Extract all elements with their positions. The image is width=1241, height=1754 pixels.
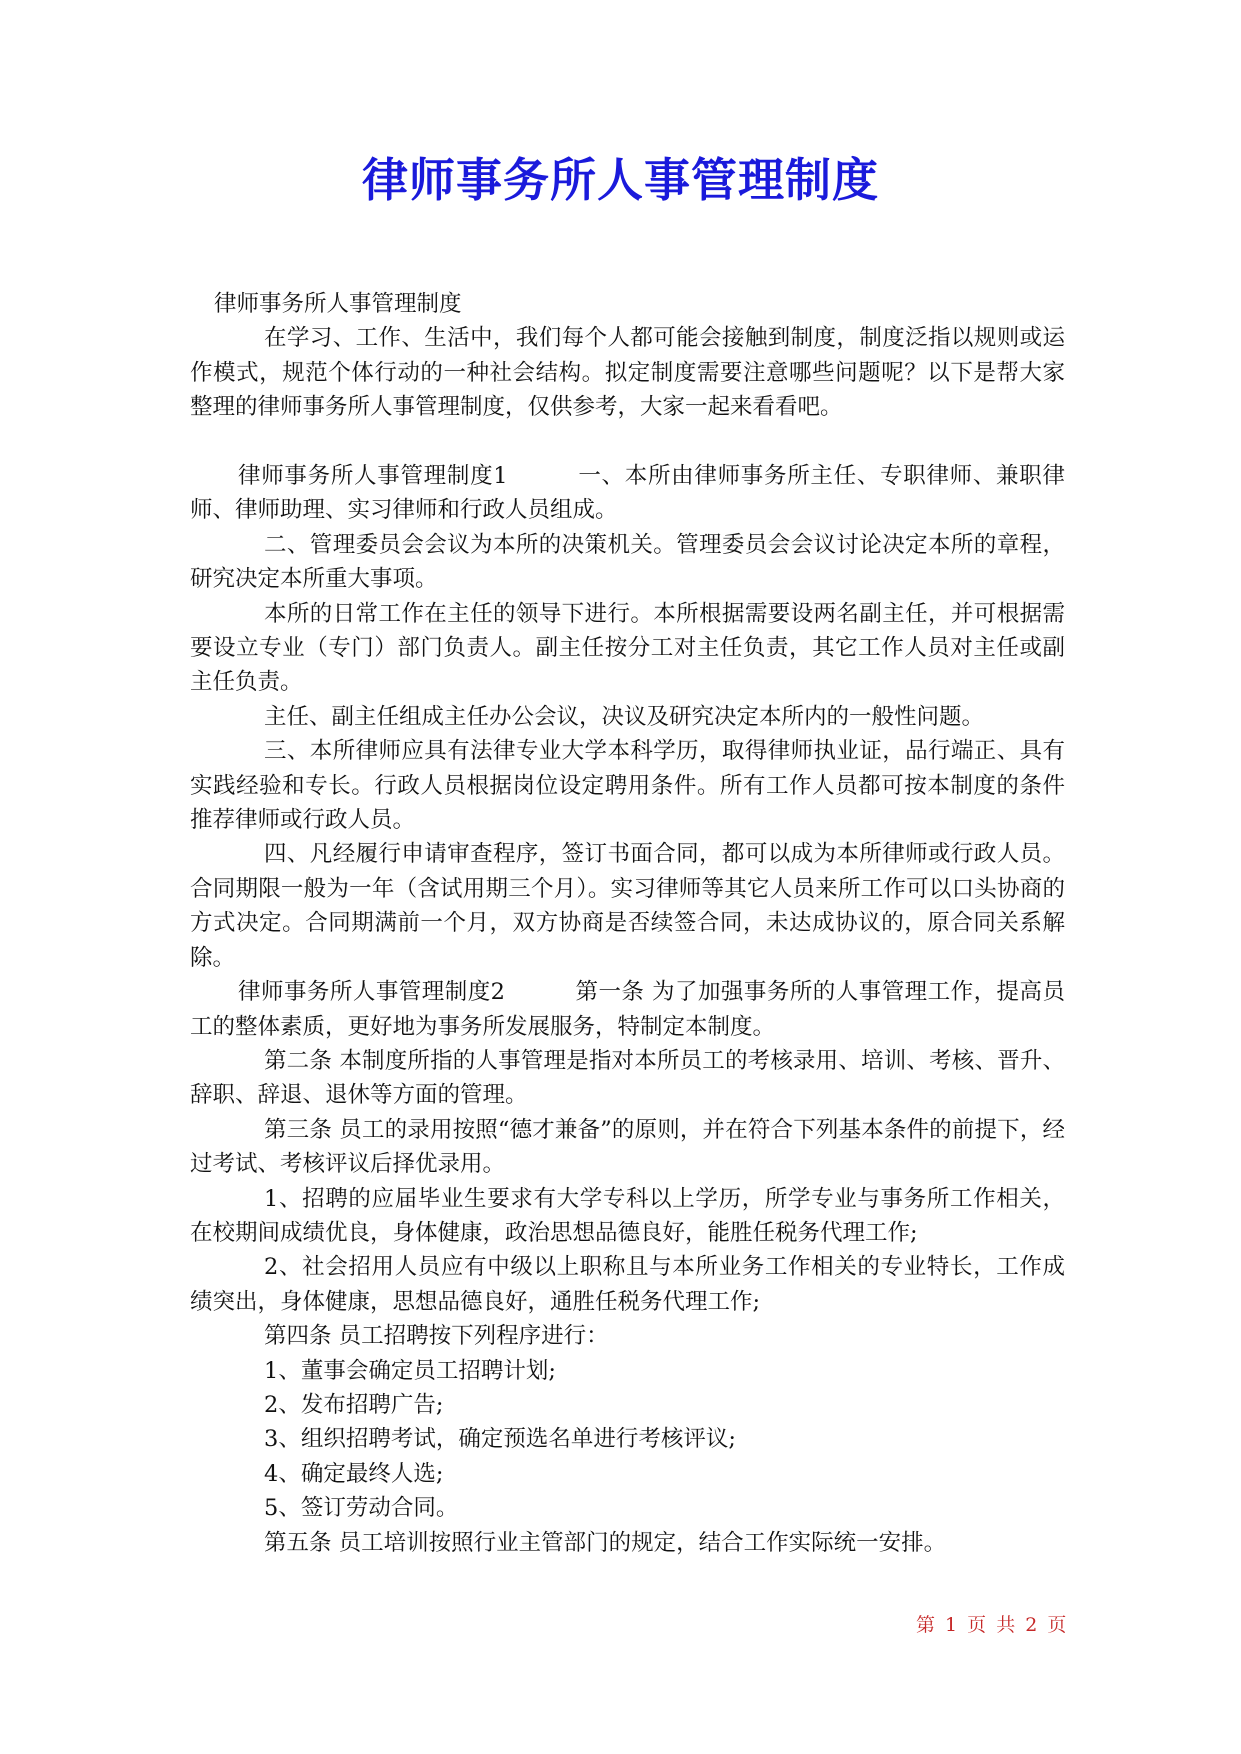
blank-line [190, 425, 1065, 459]
section-2-article-1: 第一条 为了加强事务所的人事管理工作，提高员工的整体素质，更好地为事务所发展服务，特制定本制度。 [190, 979, 1065, 1040]
list-item: 5、签订劳动合同。 [264, 1495, 459, 1522]
section-heading-1: 律师事务所人事管理制度1 [238, 463, 508, 490]
paragraph: 第五条 员工培训按照行业主管部门的规定，结合工作实际统一安排。 [264, 1529, 947, 1556]
paragraph: 四、凡经履行申请审查程序，签订书面合同，都可以成为本所律师或行政人员。合同期限一般为一年（含试用期三个月）。实习律师等其它人员来所工作可以口头协商的方式决定。合同期满前一个月，双方协商是否续签合同，未达成协议的，原合同关系解除。 [190, 841, 1065, 971]
section-heading-2: 律师事务所人事管理制度2 [238, 979, 505, 1006]
section-1-paragraph [190, 459, 1065, 528]
section-1-clause-1: 一、本所由律师事务所主任、专职律师、兼职律师、律师助理、实习律师和行政人员组成。 [190, 463, 1065, 524]
paragraph: 1、招聘的应届毕业生要求有大学专科以上学历，所学专业与事务所工作相关，在校期间成绩优良，身体健康，政治思想品德良好，能胜任税务代理工作; [190, 1185, 1065, 1246]
document-body [190, 287, 1065, 1560]
section-2-paragraph [190, 975, 1065, 1044]
paragraph: 三、本所律师应具有法律专业大学本科学历，取得律师执业证，品行端正、具有实践经验和专长。行政人员根据岗位设定聘用条件。所有工作人员都可按本制度的条件推荐律师或行政人员。 [190, 738, 1065, 834]
list-item: 3、组织招聘考试，确定预选名单进行考核评议; [264, 1426, 736, 1453]
intro-heading: 律师事务所人事管理制度 [214, 291, 462, 317]
paragraph: 第三条 员工的录用按照“德才兼备”的原则，并在符合下列基本条件的前提下，经过考试、考核评议后择优录用。 [190, 1116, 1065, 1178]
page-number-footer: 第 1 页 共 2 页 [916, 1614, 1069, 1636]
paragraph: 二、管理委员会会议为本所的决策机关。管理委员会会议讨论决定本所的章程，研究决定本所重大事项。 [190, 531, 1065, 593]
intro-paragraph: 在学习、工作、生活中，我们每个人都可能会接触到制度，制度泛指以规则或运作模式，规范个体行动的一种社会结构。拟定制度需要注意哪些问题呢？以下是帮大家整理的律师事务所人事管理制度，仅供参考，大家一起来看看吧。 [190, 325, 1065, 421]
list-item: 2、发布招聘广告; [264, 1391, 444, 1418]
paragraph: 第二条 本制度所指的人事管理是指对本所员工的考核录用、培训、考核、晋升、辞职、辞退、退休等方面的管理。 [190, 1047, 1065, 1109]
list-item: 4、确定最终人选; [264, 1460, 444, 1487]
paragraph: 2、社会招用人员应有中级以上职称且与本所业务工作相关的专业特长，工作成绩突出，身体健康，思想品德良好，通胜任税务代理工作; [190, 1254, 1065, 1315]
paragraph: 本所的日常工作在主任的领导下进行。本所根据需要设两名副主任，并可根据需要设立专业（专门）部门负责人。副主任按分工对主任负责，其它工作人员对主任或副主任负责。 [190, 600, 1065, 696]
paragraph: 主任、副主任组成主任办公会议，决议及研究决定本所内的一般性问题。 [264, 703, 985, 730]
list-item: 1、董事会确定员工招聘计划; [264, 1357, 556, 1384]
paragraph: 第四条 员工招聘按下列程序进行： [264, 1323, 609, 1350]
document-title: 律师事务所人事管理制度 [362, 153, 879, 207]
